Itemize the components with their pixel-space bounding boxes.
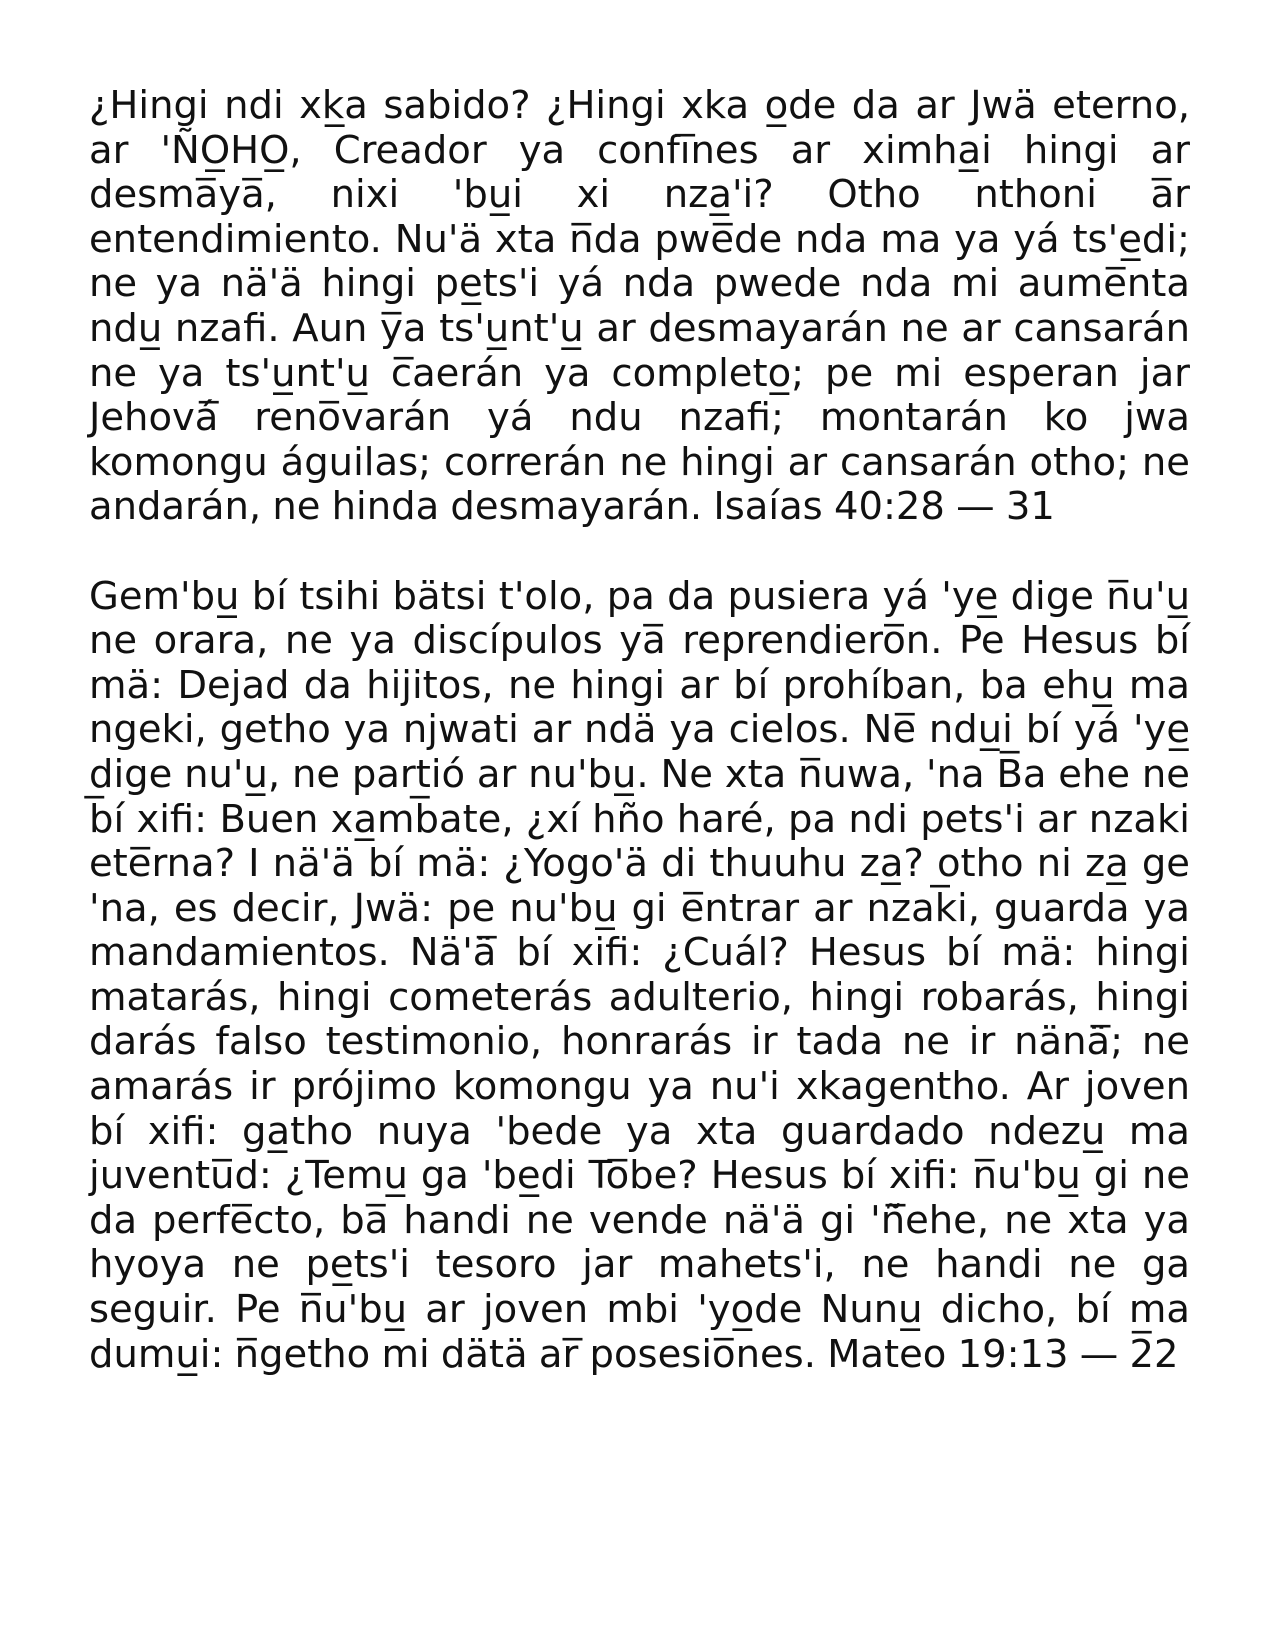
paragraph-isaias: ¿Hingi ndi xk̲a sabido? ¿Hingi xka o̲de da ar Jwä eterno, ar 'ÑO̲HO̲, Creador ya confi̅nes ar ximha̲i hingi ar desma̅ya̅, nixi 'bu̲i xi nza̲'i? Otho nthoni a̅r entendimiento. Nu'ä xta n̅da pwe̅de nda ma ya yá ts'e̲di; ne ya nä'ä hingi pe̲ts'i yá nda pwede nda mi aume̅nta ndu̲ nzafi. Aun y̅a ts'u̲nt'u̲ ar desmayarán ne ar cansarán ne ya ts'u̲nt'u̲ c̅aerán ya completo̲; pe mi esperan jar Jehová̅ reno̅varán yá ndu nzafi; montarán ko jwa komongu águilas; correrán ne hingi ar cansarán otho; ne andarán, ne hinda desmayarán. Isaías 40:28 — 31 <box>89 83 1190 530</box>
scripture-document <box>89 84 1190 1377</box>
paragraph-mateo: Gem'bu̲ bí tsihi bätsi t'olo, pa da pusiera yá 'ye̲ dige n̅u'u̲ ne orara, ne ya discípulos ya̅ reprendiero̅n. Pe Hesus bí mä: Dejad da hijitos, ne hingi ar bí prohíban, ba ehu̲ ma ngeki, getho ya njwati ar ndä ya cielos. Ne̅ ndu̲i bí yá 'ye̲ dige nu'u̲, ne partió ar nu'bu̲. Ne xta n̅uwa, 'na B̅a ehe ne b̅í xifi: Buen xa̲mb̅ate, ¿xí hño haré, pa ndi pets'i ar nzaki ete̅rna? I nä'ä bí mä: ¿Yogo'ä di thuuhu za̲? otho ni za̲ ge 'na, es decir, Jwä: pe nu'bu̲ gi e̅ntrar ar nzak̅i, guarda ya mandamientos. Nä'ä̅ bí xifi: ¿Cuál? Hesus bí mä: hingi matarás, hingi cometerás adulterio, hingi robarás, hingi darás falso testimonio, honrarás ir tada ne ir nänä̅; ne amarás ir prójimo komongu ya nu'i xkagentho. Ar joven bí xifi: ga̲tho nuya 'bede ya xta guardado ndezu̲ ma juventu̅d: ¿Temu̲ ga 'be̲di To̅be? Hesus bí xifi: n̅u'bu̲ gi ne da perfe̅cto, ba̅ handi ne vende nä'ä gi 'ñ̅ehe, ne xta ya hyoya ne pe̲ts'i tesoro jar mahets'i, ne handi ne ga seguir. Pe n̅u'bu̲ ar joven mbi 'yo̲de Nunu̲ dicho, bí ma dumu̲i: n̅getho mi dätä ar̅ posesio̅nes. Mateo 19:13 — 2̅2 <box>89 573 1190 1377</box>
paragraph-spacer <box>89 530 1190 575</box>
